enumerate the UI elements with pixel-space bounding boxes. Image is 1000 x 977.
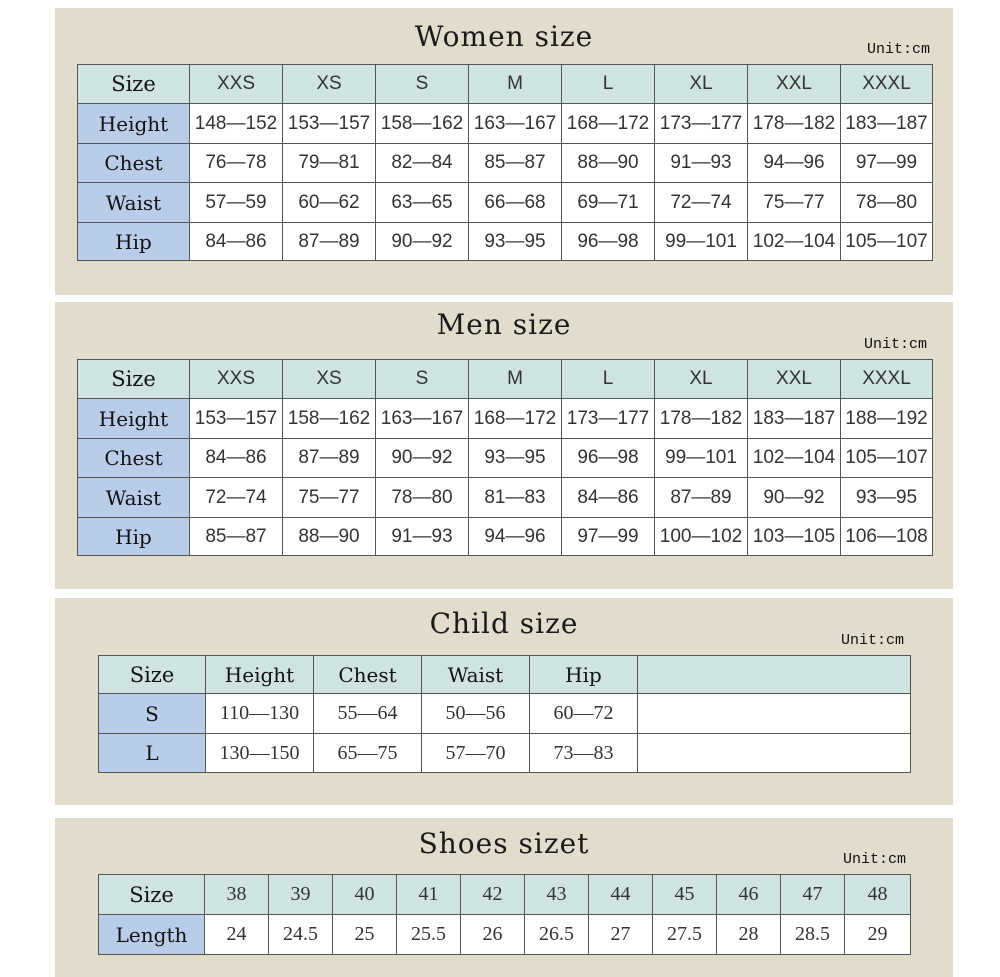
women-size-col: M [469,65,562,104]
women-cell: 90—92 [376,223,469,261]
men-cell: 100—102 [655,518,748,556]
shoes-length-cell: 24.5 [269,915,333,955]
men-cell: 84—86 [190,439,283,478]
shoes-size-col: 47 [781,875,845,915]
shoes-length-cell: 24 [205,915,269,955]
men-row-label: Chest [78,439,190,478]
men-cell: 173—177 [562,399,655,439]
men-cell: 105—107 [841,439,933,478]
men-cell: 84—86 [562,478,655,518]
shoes-unit-label: Unit:cm [843,851,907,868]
women-row-label: Hip [78,223,190,261]
child-cell: 50—56 [422,694,530,734]
women-cell: 99—101 [655,223,748,261]
child-cell: 110—130 [206,694,314,734]
women-cell: 72—74 [655,183,748,223]
men-cell: 103—105 [748,518,841,556]
shoes-length-cell: 26.5 [525,915,589,955]
women-cell: 97—99 [841,144,933,183]
men-cell: 75—77 [283,478,376,518]
men-cell: 153—157 [190,399,283,439]
shoes-length-cell: 27 [589,915,653,955]
women-cell: 78—80 [841,183,933,223]
women-cell: 57—59 [190,183,283,223]
men-size-header: Size [78,360,190,399]
men-row-label: Hip [78,518,190,556]
men-cell: 81—83 [469,478,562,518]
men-cell: 163—167 [376,399,469,439]
women-size-col: XXS [190,65,283,104]
men-cell: 87—89 [655,478,748,518]
women-cell: 76—78 [190,144,283,183]
women-cell: 93—95 [469,223,562,261]
shoes-length-cell: 27.5 [653,915,717,955]
men-size-col: L [562,360,655,399]
child-col-hip: Hip [530,656,638,694]
men-size-table [77,359,933,556]
shoes-size-col: 43 [525,875,589,915]
child-col-chest: Chest [314,656,422,694]
shoes-length-cell: 28 [717,915,781,955]
child-size-title: Child size [429,607,579,640]
women-cell: 105—107 [841,223,933,261]
men-cell: 94—96 [469,518,562,556]
women-cell: 60—62 [283,183,376,223]
shoes-size-table [98,874,911,955]
women-row-label: Chest [78,144,190,183]
shoes-size-col: 41 [397,875,461,915]
women-cell: 79—81 [283,144,376,183]
women-cell: 148—152 [190,104,283,144]
shoes-length-cell: 25.5 [397,915,461,955]
child-cell: 57—70 [422,734,530,773]
shoes-size-col: 46 [717,875,781,915]
women-cell: 69—71 [562,183,655,223]
men-size-col: XL [655,360,748,399]
men-cell: 97—99 [562,518,655,556]
child-row-label: S [99,694,206,734]
shoes-size-header: Size [99,875,205,915]
shoes-size-col: 45 [653,875,717,915]
women-size-col: XXL [748,65,841,104]
child-cell: 60—72 [530,694,638,734]
shoes-size-col: 40 [333,875,397,915]
women-size-col: XXXL [841,65,933,104]
men-cell: 96—98 [562,439,655,478]
men-cell: 91—93 [376,518,469,556]
men-cell: 102—104 [748,439,841,478]
shoes-size-col: 44 [589,875,653,915]
women-size-col: S [376,65,469,104]
men-cell: 99—101 [655,439,748,478]
child-cell [638,734,911,773]
shoes-length-cell: 29 [845,915,911,955]
men-cell: 85—87 [190,518,283,556]
child-unit-label: Unit:cm [841,632,905,649]
women-cell: 91—93 [655,144,748,183]
men-cell: 183—187 [748,399,841,439]
women-cell: 96—98 [562,223,655,261]
child-row-label: L [99,734,206,773]
shoes-length-cell: 28.5 [781,915,845,955]
child-cell: 55—64 [314,694,422,734]
women-size-col: XS [283,65,376,104]
child-col-waist: Waist [422,656,530,694]
men-cell: 90—92 [376,439,469,478]
child-col-empty [638,656,911,694]
child-cell: 73—83 [530,734,638,773]
women-cell: 87—89 [283,223,376,261]
men-cell: 90—92 [748,478,841,518]
men-size-col: XXL [748,360,841,399]
women-cell: 183—187 [841,104,933,144]
men-row-label: Waist [78,478,190,518]
women-size-table [77,64,933,261]
women-cell: 63—65 [376,183,469,223]
women-cell: 85—87 [469,144,562,183]
women-size-col: L [562,65,655,104]
men-cell: 87—89 [283,439,376,478]
child-size-header: Size [99,656,206,694]
men-cell: 178—182 [655,399,748,439]
men-size-col: S [376,360,469,399]
shoes-size-col: 48 [845,875,911,915]
men-cell: 78—80 [376,478,469,518]
men-cell: 88—90 [283,518,376,556]
women-unit-label: Unit:cm [867,41,931,58]
women-cell: 102—104 [748,223,841,261]
shoes-size-title: Shoes sizet [418,827,590,860]
women-size-title: Women size [414,20,594,53]
women-cell: 178—182 [748,104,841,144]
child-cell: 130—150 [206,734,314,773]
women-cell: 82—84 [376,144,469,183]
women-row-label: Height [78,104,190,144]
men-cell: 106—108 [841,518,933,556]
women-cell: 88—90 [562,144,655,183]
men-unit-label: Unit:cm [864,336,928,353]
women-cell: 163—167 [469,104,562,144]
men-size-col: XXXL [841,360,933,399]
women-cell: 66—68 [469,183,562,223]
men-size-col: M [469,360,562,399]
women-cell: 153—157 [283,104,376,144]
men-cell: 168—172 [469,399,562,439]
women-cell: 168—172 [562,104,655,144]
child-col-height: Height [206,656,314,694]
shoes-size-col: 42 [461,875,525,915]
men-cell: 93—95 [841,478,933,518]
women-cell: 75—77 [748,183,841,223]
child-size-table [98,655,911,773]
child-cell: 65—75 [314,734,422,773]
shoes-length-cell: 26 [461,915,525,955]
child-cell [638,694,911,734]
women-cell: 158—162 [376,104,469,144]
shoes-length-cell: 25 [333,915,397,955]
shoes-size-col: 39 [269,875,333,915]
men-cell: 72—74 [190,478,283,518]
men-size-col: XS [283,360,376,399]
men-cell: 158—162 [283,399,376,439]
women-row-label: Waist [78,183,190,223]
men-cell: 188—192 [841,399,933,439]
men-cell: 93—95 [469,439,562,478]
shoes-length-label: Length [99,915,205,955]
men-size-col: XXS [190,360,283,399]
women-cell: 173—177 [655,104,748,144]
men-size-title: Men size [436,308,572,341]
shoes-size-col: 38 [205,875,269,915]
women-cell: 84—86 [190,223,283,261]
men-row-label: Height [78,399,190,439]
women-cell: 94—96 [748,144,841,183]
women-size-col: XL [655,65,748,104]
women-size-header: Size [78,65,190,104]
